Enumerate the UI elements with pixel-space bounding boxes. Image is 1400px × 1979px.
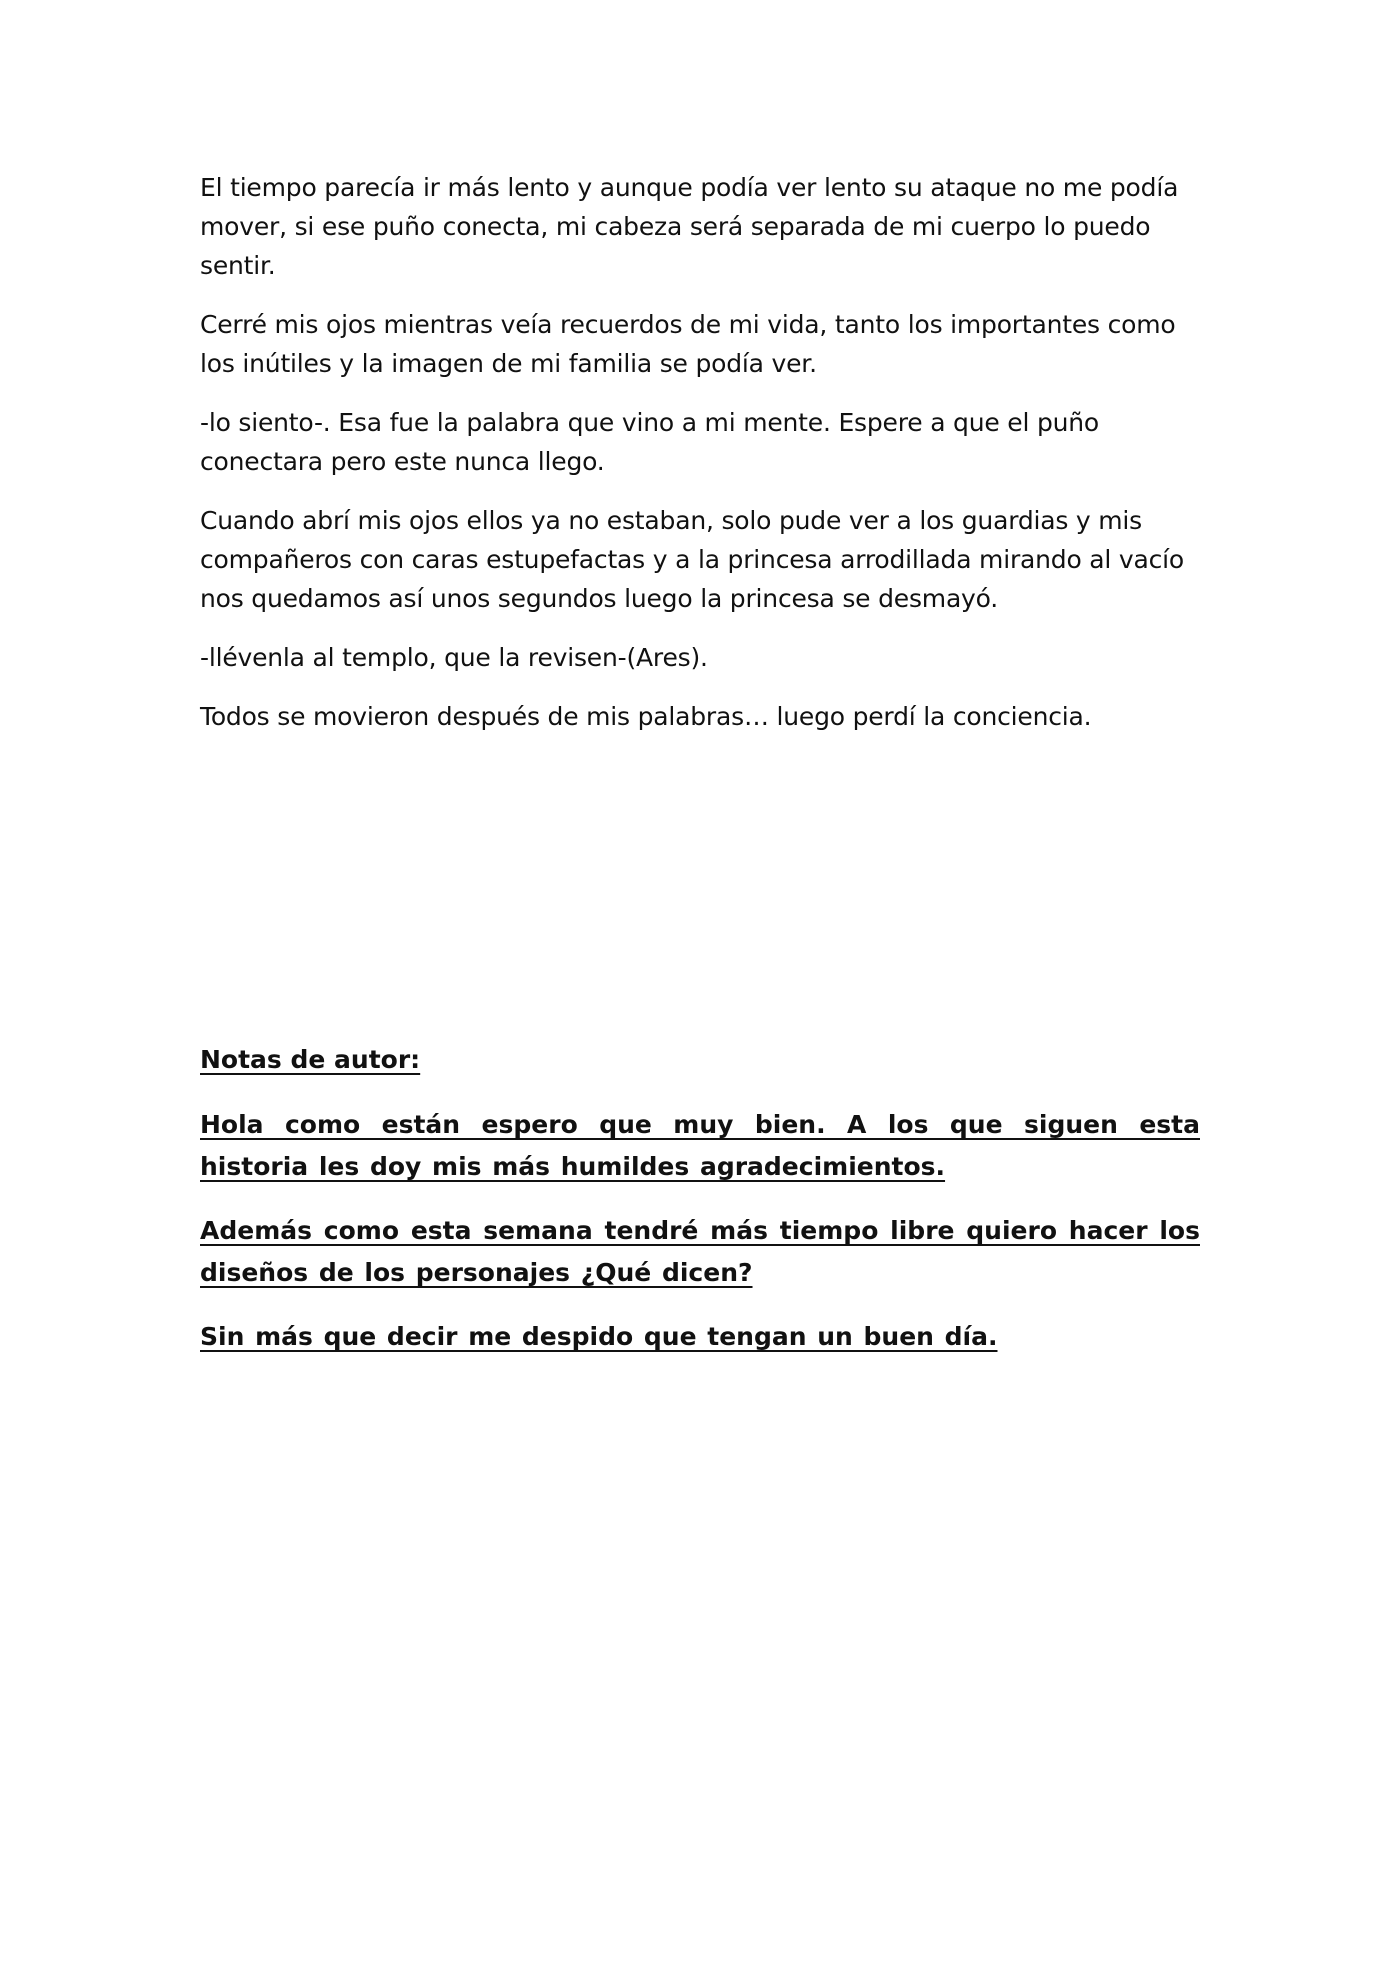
- author-notes: [200, 1040, 1200, 1380]
- author-note-paragraph: Hola como están espero que muy bien. A los que siguen esta historia les doy mis más humildes agradecimientos.: [200, 1110, 1200, 1181]
- author-note-paragraph: Además como esta semana tendré más tiempo libre quiero hacer los diseños de los personajes ¿Qué dicen?: [200, 1216, 1200, 1287]
- story-paragraph: Cerré mis ojos mientras veía recuerdos de mi vida, tanto los importantes como los inútiles y la imagen de mi familia se podía ver.: [200, 310, 1176, 378]
- story-text: [200, 168, 1200, 756]
- author-notes-title: Notas de autor:: [200, 1045, 421, 1074]
- author-note-paragraph: Sin más que decir me despido que tengan un buen día.: [200, 1322, 998, 1351]
- story-paragraph: Cuando abrí mis ojos ellos ya no estaban, solo pude ver a los guardias y mis compañeros con caras estupefactas y a la princesa arrodillada mirando al vacío nos quedamos así unos segundos luego la princesa se desmayó.: [200, 506, 1185, 613]
- story-paragraph: -llévenla al templo, que la revisen-(Ares).: [200, 643, 708, 672]
- story-paragraph: El tiempo parecía ir más lento y aunque podía ver lento su ataque no me podía mover, si ese puño conecta, mi cabeza será separada de mi cuerpo lo puedo sentir.: [200, 173, 1179, 280]
- story-paragraph: -lo siento-. Esa fue la palabra que vino a mi mente. Espere a que el puño conectara pero este nunca llego.: [200, 408, 1100, 476]
- story-paragraph: Todos se movieron después de mis palabras… luego perdí la conciencia.: [200, 702, 1092, 731]
